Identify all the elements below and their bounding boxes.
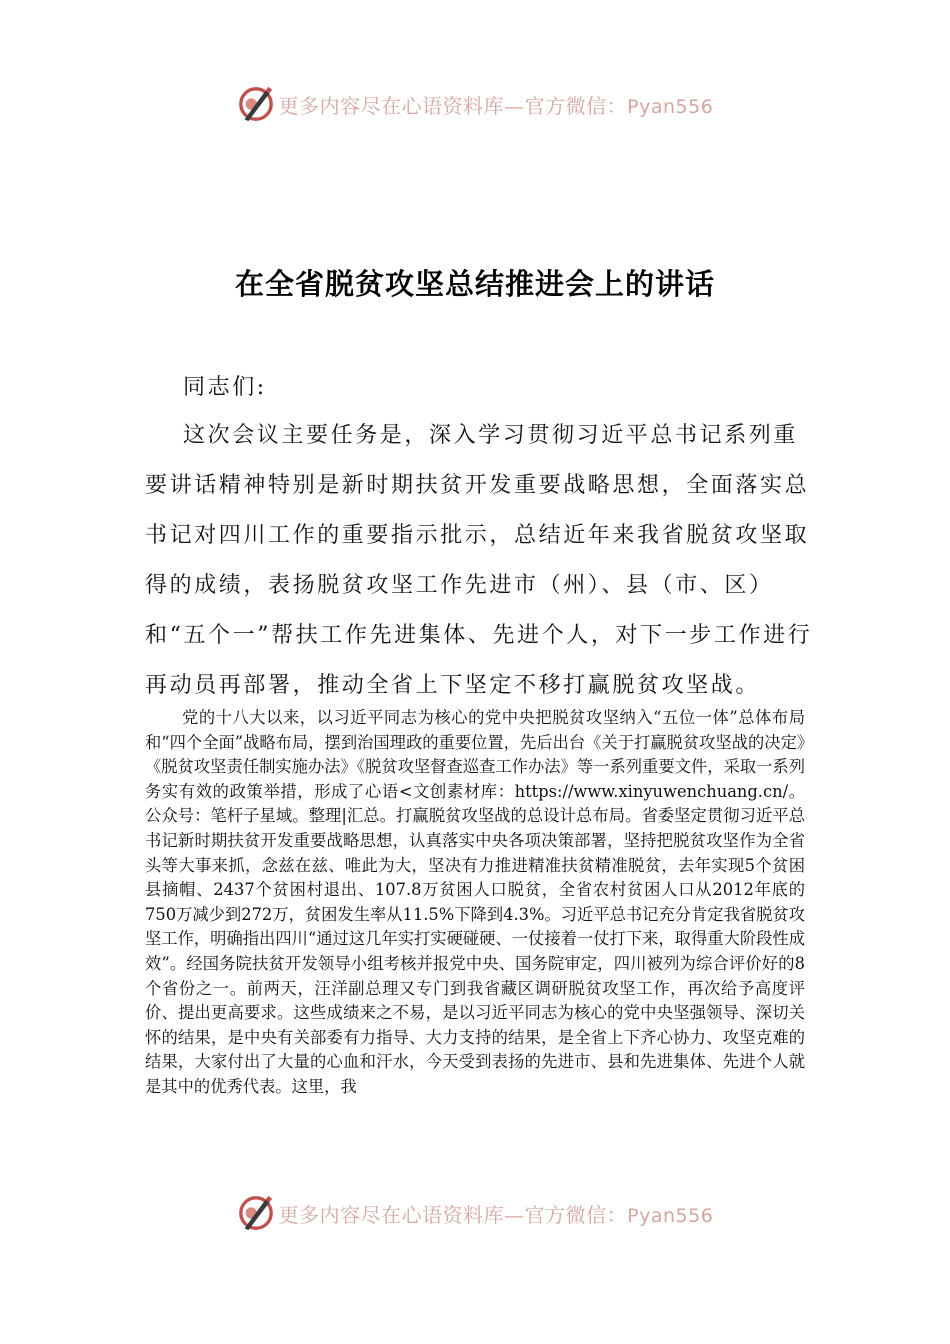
document-title: 在全省脱贫攻坚总结推进会上的讲话: [234, 267, 715, 301]
watermark-wechat-id: Pyan556: [627, 95, 714, 118]
pen-logo-icon: [237, 1194, 275, 1232]
watermark-text: 更多内容尽在心语资料库—: [278, 1202, 525, 1227]
header-watermark: [0, 84, 950, 124]
pen-logo-icon: [237, 85, 275, 123]
watermark-wechat-label: 官方微信：: [524, 1202, 628, 1227]
watermark-text: 更多内容尽在心语资料库—: [278, 93, 525, 118]
paragraph-2: 党的十八大以来，以习近平同志为核心的党中央把脱贫攻坚纳入“五位一体”总体布局和“四个全面”战略布局，摆到治国理政的重要位置，先后出台《关于打赢脱贫攻坚战的决定》《脱贫攻坚责任制实施办法》《脱贫攻坚督查巡查工作办法》等一系列重要文件，采取一系列务实有效的政策举措，形成了心语<文创素材库：https://www.xinyuwenchuang.cn/。公众号：笔杆子星域。整理|汇总。打赢脱贫攻坚战的总设计总布局。省委坚定贯彻习近平总书记新时期扶贫开发重要战略思想，认真落实中央各项决策部署，坚持把脱贫攻坚作为全省头等大事来抓，念兹在兹、唯此为大，坚决有力推进精准扶贫精准脱贫，去年实现5个贫困县摘帽、2437个贫困村退出、107.8万贫困人口脱贫，全省农村贫困人口从2012年底的750万减少到272万，贫困发生率从11.5%下降到4.3%。习近平总书记充分肯定我省脱贫攻坚工作，明确指出四川“通过这几年实打实硬碰硬、一仗接着一仗打下来，取得重大阶段性成效”。经国务院扶贫开发领导小组考核并报党中央、国务院审定，四川被列为综合评价好的8个省份之一。前两天，汪洋副总理又专门到我省藏区调研脱贫攻坚工作，再次给予高度评价、提出更高要求。这些成绩来之不易，是以习近平同志为核心的党中央坚强领导、深切关怀的结果，是中央有关部委有力指导、大力支持的结果，是全省上下齐心协力、攻坚克难的结果，大家付出了大量的心血和汗水，今天受到表扬的先进市、县和先进集体、先进个人就是其中的优秀代表。这里，我: [145, 708, 805, 1096]
watermark-wechat-id: Pyan556: [627, 1204, 714, 1227]
footer-watermark: [0, 1193, 950, 1233]
paragraph-1: 这次会议主要任务是，深入学习贯彻习近平总书记系列重要讲话精神特别是新时期扶贫开发重要战略思想，全面落实总书记对四川工作的重要指示批示，总结近年来我省脱贫攻坚取得的成绩，表扬脱贫攻坚工作先进市（州）、县（市、区）和“五个一”帮扶工作先进集体、先进个人，对下一步工作进行再动员再部署，推动全省上下坚定不移打赢脱贫攻坚战。: [145, 423, 813, 698]
greeting: 同志们:: [183, 375, 267, 400]
watermark-wechat-label: 官方微信：: [524, 93, 628, 118]
